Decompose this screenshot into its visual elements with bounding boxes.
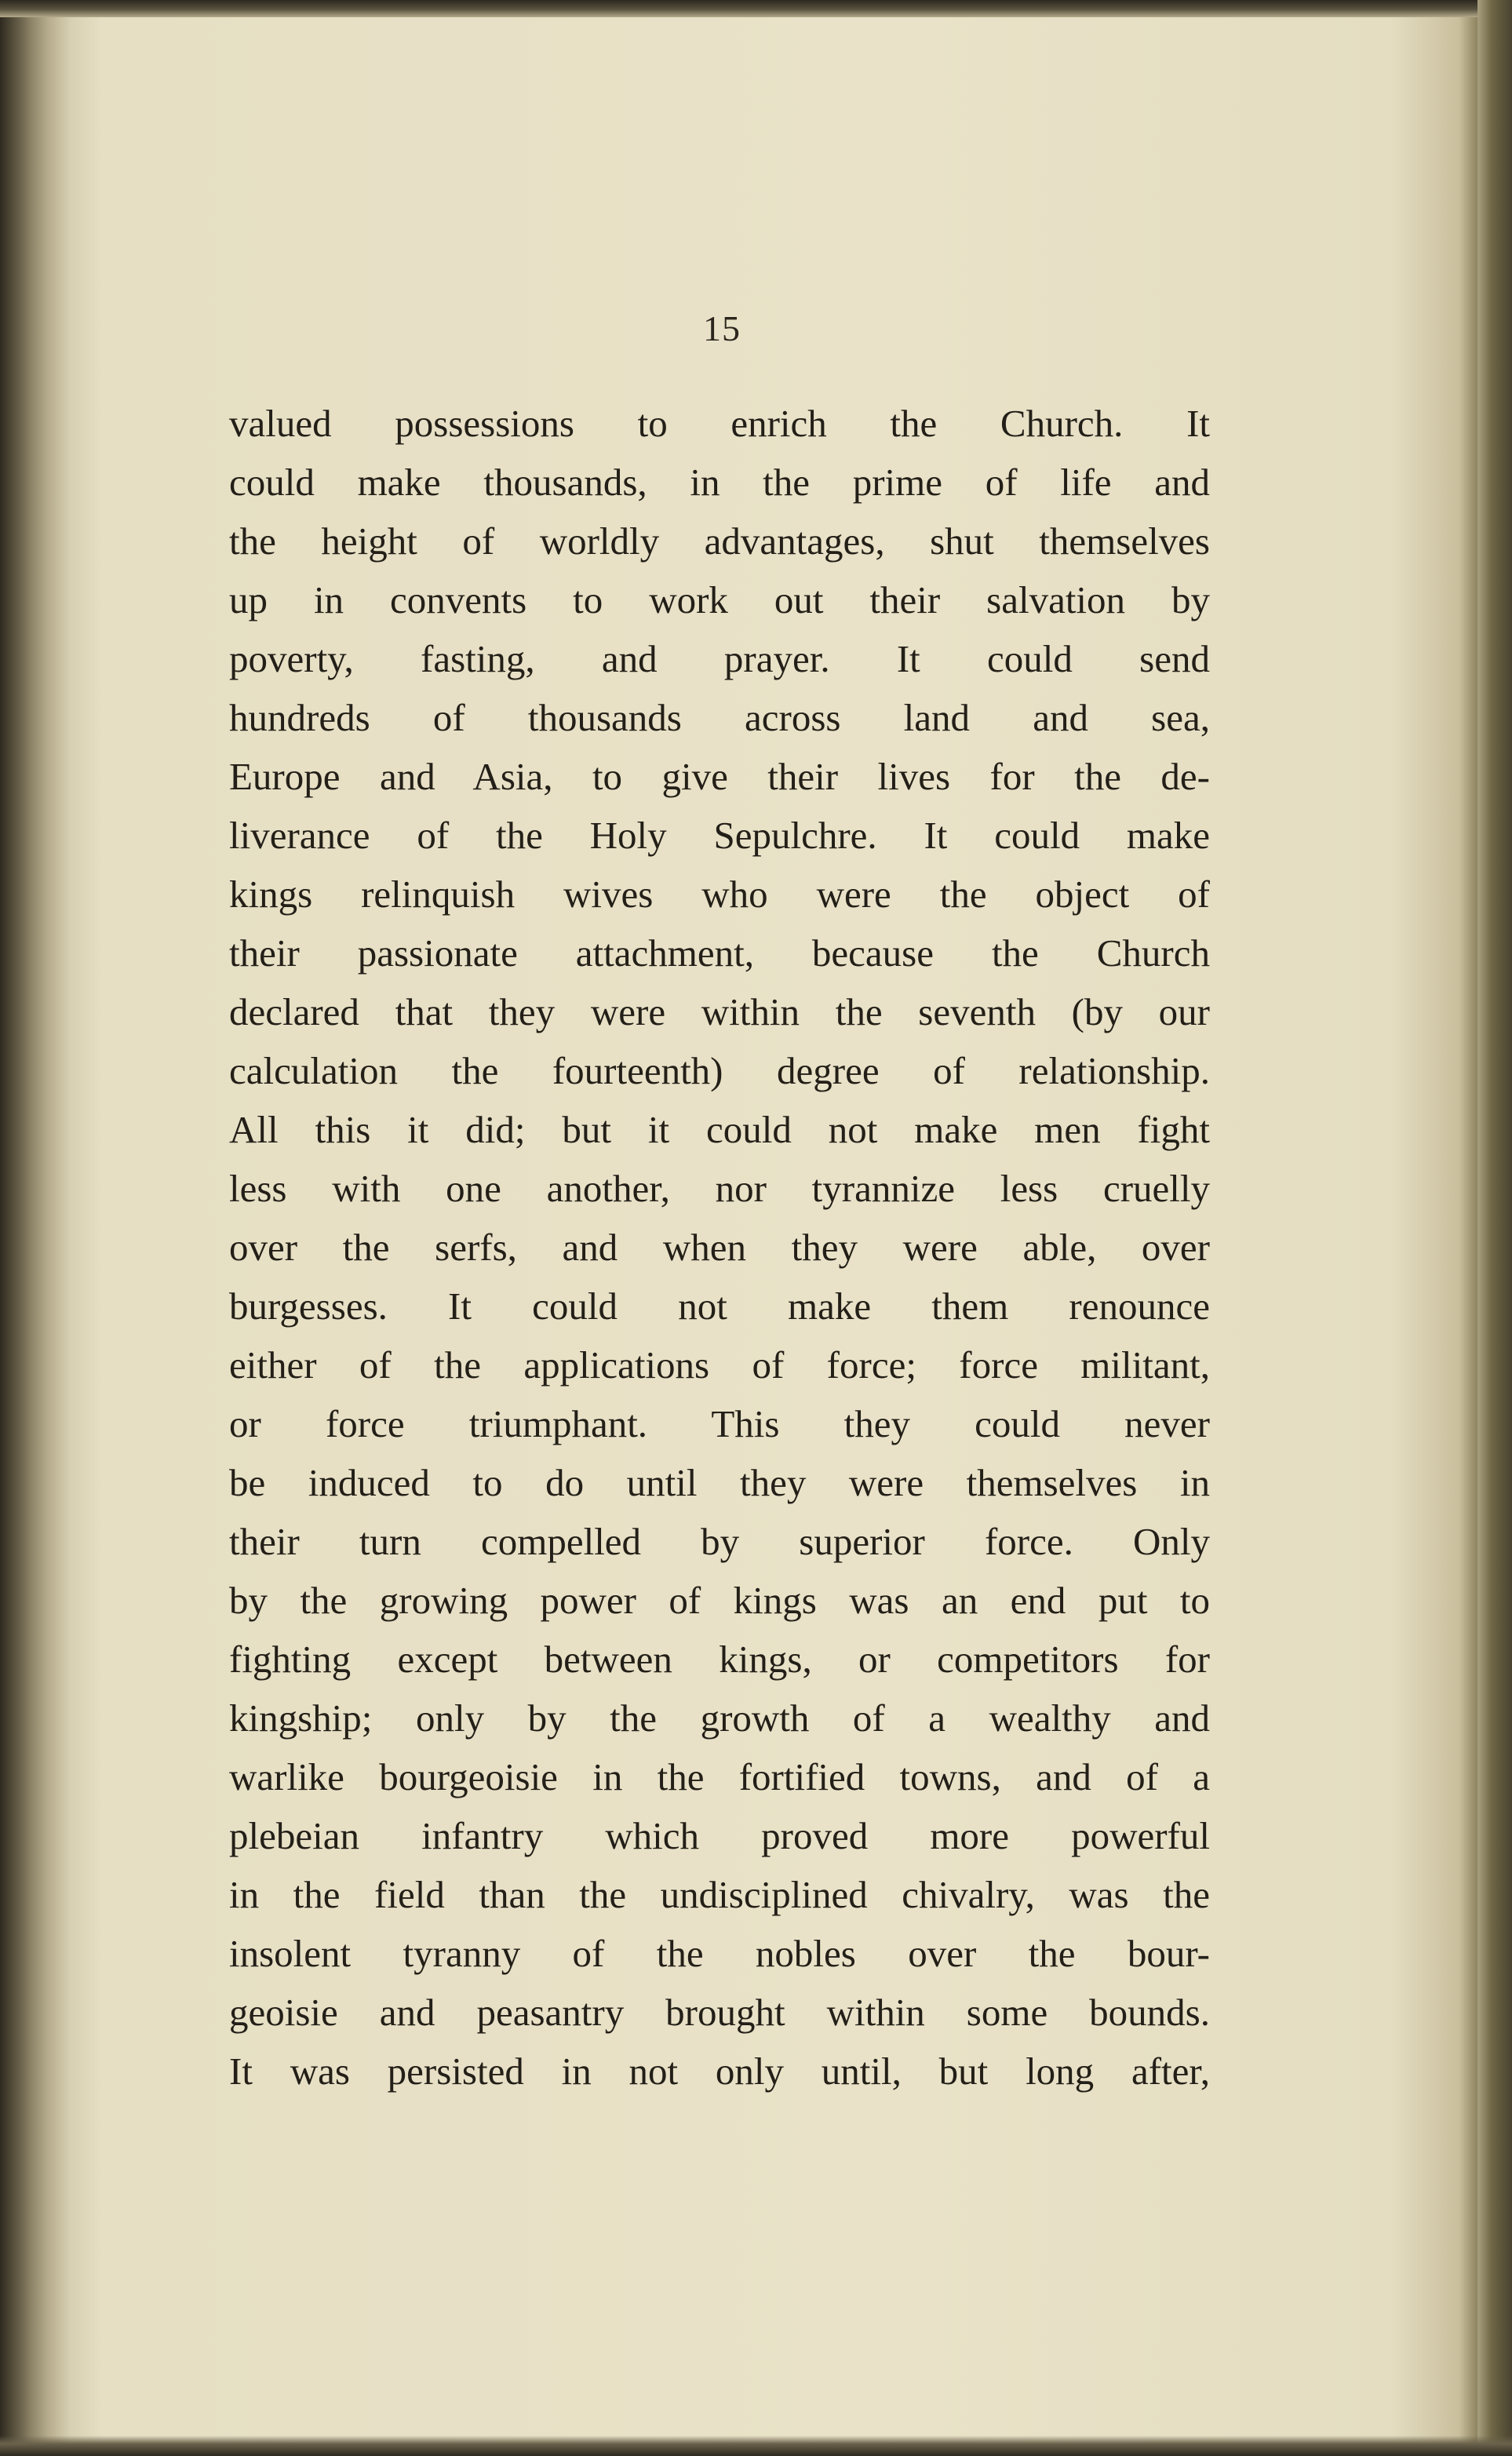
text-line: kings relinquish wives who were the object of xyxy=(229,873,1210,916)
text-line: Europe and Asia, to give their lives for the de- xyxy=(229,755,1210,798)
text-line: up in convents to work out their salvation by xyxy=(229,578,1210,621)
page-number: 15 xyxy=(703,308,741,348)
book-cover-edge xyxy=(1477,0,1512,2456)
text-line: geoisie and peasantry brought within some bounds. xyxy=(229,1991,1210,2034)
body-text xyxy=(229,394,1210,2101)
text-line: burgesses. It could not make them renounce xyxy=(229,1284,1210,1328)
text-line: liverance of the Holy Sepulchre. It could make xyxy=(229,814,1210,857)
text-line: It was persisted in not only until, but long after, xyxy=(229,2050,1210,2093)
text-line: All this it did; but it could not make men fight xyxy=(229,1108,1210,1151)
text-line: their turn compelled by superior force. Only xyxy=(229,1520,1210,1563)
text-line: kingship; only by the growth of a wealthy and xyxy=(229,1696,1210,1740)
text-line: fighting except between kings, or competitors for xyxy=(229,1638,1210,1681)
text-line: insolent tyranny of the nobles over the bour- xyxy=(229,1932,1210,1975)
text-line: warlike bourgeoisie in the fortified towns, and of a xyxy=(229,1755,1210,1798)
text-line: declared that they were within the seventh (by our xyxy=(229,990,1210,1033)
text-line: hundreds of thousands across land and sea, xyxy=(229,696,1210,739)
text-line: by the growing power of kings was an end put to xyxy=(229,1579,1210,1622)
text-line: plebeian infantry which proved more powerful xyxy=(229,1814,1210,1857)
text-line: poverty, fasting, and prayer. It could send xyxy=(229,637,1210,680)
text-line: the height of worldly advantages, shut themselves xyxy=(229,519,1210,563)
text-line: or force triumphant. This they could never xyxy=(229,1402,1210,1445)
text-line: over the serfs, and when they were able, over xyxy=(229,1226,1210,1269)
text-line: in the field than the undisciplined chivalry, was the xyxy=(229,1873,1210,1916)
text-line: calculation the fourteenth) degree of relationship. xyxy=(229,1049,1210,1092)
page-bottom-edge xyxy=(0,2436,1512,2456)
text-line: could make thousands, in the prime of life and xyxy=(229,461,1210,504)
text-line: less with one another, nor tyrannize less cruelly xyxy=(229,1167,1210,1210)
page-top-edge xyxy=(0,0,1512,17)
text-line: their passionate attachment, because the Church xyxy=(229,931,1210,975)
text-line: be induced to do until they were themselves in xyxy=(229,1461,1210,1504)
text-line: either of the applications of force; force militant, xyxy=(229,1343,1210,1387)
text-line: valued possessions to enrich the Church. It xyxy=(229,402,1210,445)
book-page xyxy=(31,17,1475,2434)
